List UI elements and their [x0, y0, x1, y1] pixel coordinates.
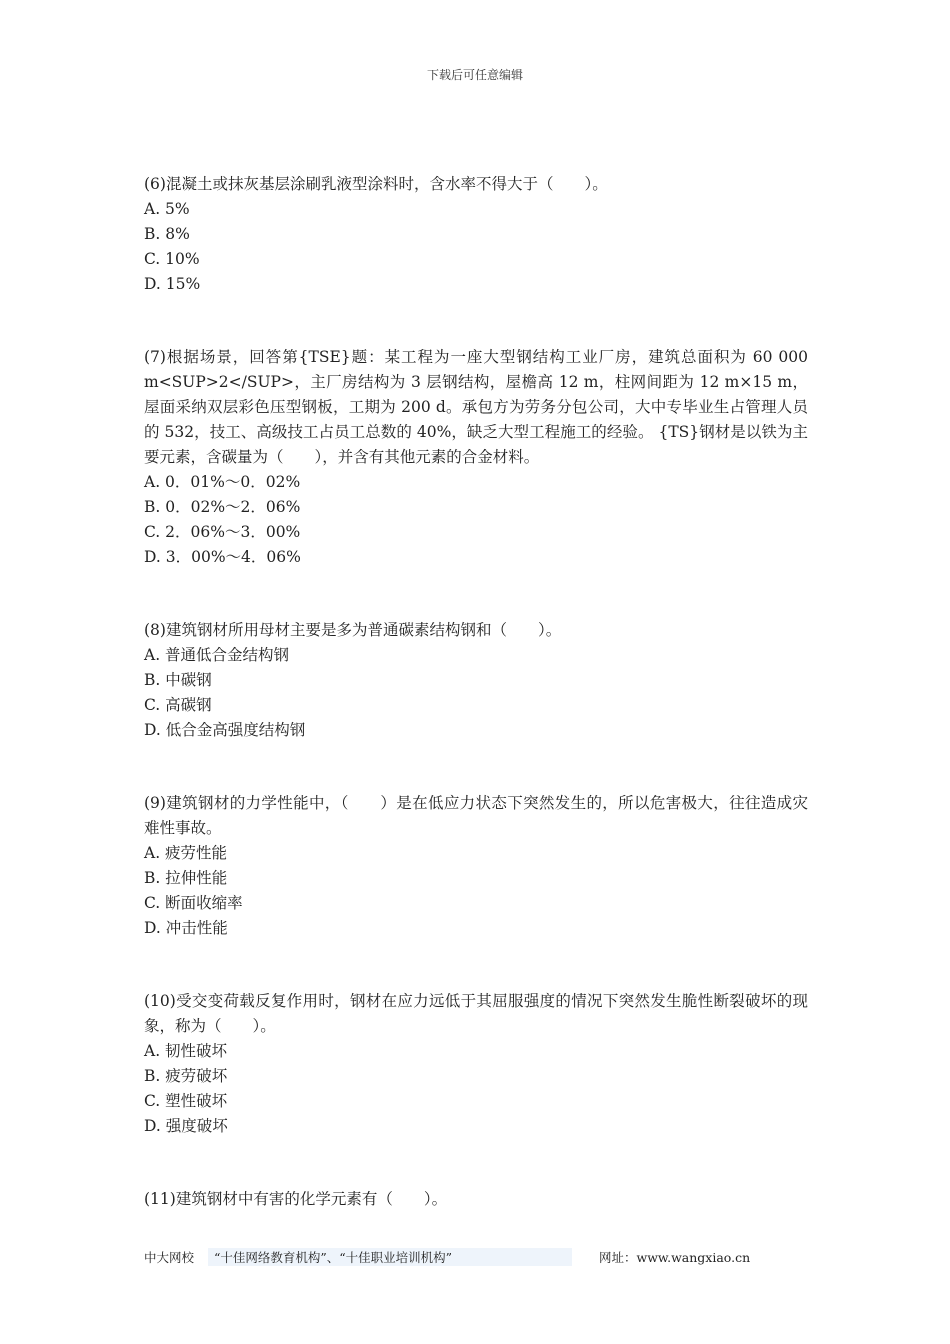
option-d: D. 冲击性能	[144, 919, 228, 937]
option-c: C. 10%	[144, 250, 200, 268]
question-list	[144, 172, 808, 1260]
question-6	[144, 172, 808, 297]
option-a: A. 韧性破坏	[144, 1042, 228, 1060]
footer-org: 中大网校	[144, 1250, 195, 1265]
question-7	[144, 345, 808, 570]
option-a: A. 0．01%～0．02%	[144, 473, 301, 491]
option-d: D. 强度破坏	[144, 1117, 228, 1135]
question-stem: (6)混凝土或抹灰基层涂刷乳液型涂料时，含水率不得大于（ ）。	[144, 175, 608, 193]
question-stem: (9)建筑钢材的力学性能中，（ ）是在低应力状态下突然发生的，所以危害极大，往往造成灾难性事故。	[144, 794, 808, 837]
option-c: C. 高碳钢	[144, 696, 212, 714]
question-10	[144, 989, 808, 1139]
footer-slogan: “十佳网络教育机构”、“十佳职业培训机构”	[208, 1248, 572, 1266]
option-d: D. 低合金高强度结构钢	[144, 721, 306, 739]
page-footer	[144, 1248, 808, 1266]
question-9	[144, 791, 808, 941]
footer-site-link[interactable]: 网址：www.wangxiao.cn	[599, 1250, 751, 1265]
option-b: B. 疲劳破坏	[144, 1067, 228, 1085]
question-stem: (7)根据场景，回答第{TSE}题：某工程为一座大型钢结构工业厂房，建筑总面积为 60 000 m<SUP>2</SUP>，主厂房结构为 3 层钢结构，屋檐高 12 m，柱网间距为 12 m×15 m，屋面采纳双层彩色压型钢板，工期为 200 d。承包方为劳务分包公司，大中专毕业生占管理人员的 532，技工、高级技工占员工总数的 40%，缺乏大型工程施工的经验。 {TS}钢材是以铁为主要元素，含碳量为（ ），并含有其他元素的合金材料。	[144, 348, 808, 466]
question-11	[144, 1187, 808, 1212]
option-b: B. 拉伸性能	[144, 869, 228, 887]
option-b: B. 0．02%～2．06%	[144, 498, 301, 516]
option-b: B. 8%	[144, 225, 190, 243]
question-stem: (8)建筑钢材所用母材主要是多为普通碳素结构钢和（ ）。	[144, 621, 562, 639]
option-c: C. 塑性破坏	[144, 1092, 228, 1110]
option-a: A. 疲劳性能	[144, 844, 228, 862]
option-a: A. 5%	[144, 200, 190, 218]
option-c: C. 断面收缩率	[144, 894, 243, 912]
option-b: B. 中碳钢	[144, 671, 212, 689]
option-d: D. 3．00%～4．06%	[144, 548, 301, 566]
question-stem: (11)建筑钢材中有害的化学元素有（ ）。	[144, 1190, 448, 1208]
question-stem: (10)受交变荷载反复作用时，钢材在应力远低于其屈服强度的情况下突然发生脆性断裂破坏的现象，称为（ ）。	[144, 992, 808, 1035]
page-header: 下载后可任意编辑	[426, 68, 523, 82]
option-d: D. 15%	[144, 275, 201, 293]
option-c: C. 2．06%～3．00%	[144, 523, 301, 541]
option-a: A. 普通低合金结构钢	[144, 646, 290, 664]
question-8	[144, 618, 808, 743]
